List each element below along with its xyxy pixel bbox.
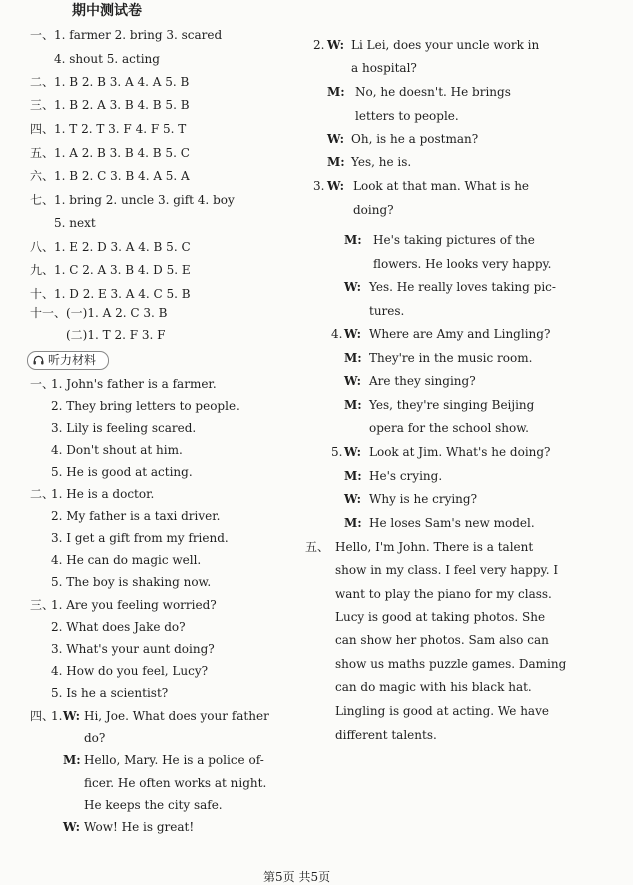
speaker-w: W: xyxy=(344,445,362,459)
passage-line: Lucy is good at taking photos. She xyxy=(335,610,546,624)
listening-label-text: 听力材料 xyxy=(48,353,97,367)
answer-8-text: 1. E 2. D 3. A 4. B 5. C xyxy=(54,240,191,254)
dialogue-line: Look at that man. What is he xyxy=(353,179,530,193)
answer-10-text: 1. D 2. E 3. A 4. C 5. B xyxy=(54,287,191,301)
answer-7-line2: 5. next xyxy=(54,216,96,230)
listening-3-item: 3. What's your aunt doing? xyxy=(51,642,215,656)
dialogue-line: They're in the music room. xyxy=(369,351,533,365)
speaker-w: W: xyxy=(327,38,345,52)
speaker-w: W: xyxy=(344,374,362,388)
dialogue-line: letters to people. xyxy=(355,109,459,123)
passage-line: different talents. xyxy=(335,728,437,742)
speaker-w: W: xyxy=(63,709,81,723)
dialogue-5-number: 5. xyxy=(331,445,343,459)
listening-1-item: 1. John's father is a farmer. xyxy=(51,377,217,391)
dialogue-line: He's crying. xyxy=(369,469,443,483)
dialogue-line: doing? xyxy=(353,203,394,217)
headphones-icon xyxy=(33,355,44,365)
listening-label xyxy=(27,351,109,370)
speaker-w: W: xyxy=(344,327,362,341)
dialogue-line: Why is he crying? xyxy=(369,492,478,506)
dialogue-line: Yes. He really loves taking pic- xyxy=(369,280,556,294)
speaker-m: M: xyxy=(344,469,362,483)
listening-1-num: 一、 xyxy=(30,377,55,391)
answer-6-text: 1. B 2. C 3. B 4. A 5. A xyxy=(54,169,190,183)
listening-4-num: 四、 xyxy=(30,709,55,723)
listening-3-item: 1. Are you feeling worried? xyxy=(51,598,217,612)
dialogue-line: flowers. He looks very happy. xyxy=(373,257,552,271)
listening-3-item: 5. Is he a scientist? xyxy=(51,686,169,700)
passage-line: show in my class. I feel very happy. I xyxy=(335,563,559,577)
answer-6-num: 六、 xyxy=(30,169,55,183)
listening-2-item: 3. I get a gift from my friend. xyxy=(51,531,229,545)
answer-3-text: 1. B 2. A 3. B 4. B 5. B xyxy=(54,98,190,112)
answer-4-text: 1. T 2. T 3. F 4. F 5. T xyxy=(54,122,187,136)
dialogue-1-number: 1. xyxy=(51,709,63,723)
answer-2-text: 1. B 2. B 3. A 4. A 5. B xyxy=(54,75,190,89)
answer-11-line2: (二)1. T 2. F 3. F xyxy=(66,328,166,342)
speaker-w: W: xyxy=(344,280,362,294)
dialogue-line: a hospital? xyxy=(351,61,417,75)
answer-1-line2: 4. shout 5. acting xyxy=(54,52,160,66)
answer-5-num: 五、 xyxy=(30,146,55,160)
passage-line: can show her photos. Sam also can xyxy=(335,633,549,647)
answer-1-line1: 1. farmer 2. bring 3. scared xyxy=(54,28,223,42)
answer-11-line1: (一)1. A 2. C 3. B xyxy=(66,306,168,320)
listening-3-item: 4. How do you feel, Lucy? xyxy=(51,664,209,678)
listening-2-item: 5. The boy is shaking now. xyxy=(51,575,212,589)
listening-1-item: 4. Don't shout at him. xyxy=(51,443,183,457)
dialogue-line: He keeps the city safe. xyxy=(84,798,223,812)
listening-3-num: 三、 xyxy=(30,598,55,612)
listening-1-item: 3. Lily is feeling scared. xyxy=(51,421,197,435)
dialogue-line: do? xyxy=(84,731,106,745)
dialogue-line: Where are Amy and Lingling? xyxy=(369,327,551,341)
answer-7-num: 七、 xyxy=(30,193,55,207)
dialogue-line: Yes, they're singing Beijing xyxy=(369,398,535,412)
listening-1-item: 2. They bring letters to people. xyxy=(51,399,240,413)
speaker-m: M: xyxy=(344,351,362,365)
answer-9-num: 九、 xyxy=(30,263,55,277)
listening-2-item: 2. My father is a taxi driver. xyxy=(51,509,221,523)
speaker-w: W: xyxy=(327,132,345,146)
answer-3-num: 三、 xyxy=(30,98,55,112)
speaker-w: W: xyxy=(344,492,362,506)
dialogue-2-number: 2. xyxy=(313,38,325,52)
listening-2-item: 1. He is a doctor. xyxy=(51,487,155,501)
listening-5-num: 五、 xyxy=(305,540,330,554)
dialogue-line: Li Lei, does your uncle work in xyxy=(351,38,540,52)
answer-4-num: 四、 xyxy=(30,122,55,136)
passage-line: Lingling is good at acting. We have xyxy=(335,704,549,718)
dialogue-line: Yes, he is. xyxy=(351,155,412,169)
answer-11-num: 十一、 xyxy=(30,306,67,320)
dialogue-line: Are they singing? xyxy=(369,374,476,388)
dialogue-line: ficer. He often works at night. xyxy=(84,776,267,790)
page-footer: 第5页 共5页 xyxy=(263,870,331,884)
speaker-w: W: xyxy=(327,179,345,193)
dialogue-3-number: 3. xyxy=(313,179,325,193)
dialogue-line: He's taking pictures of the xyxy=(373,233,535,247)
dialogue-line: No, he doesn't. He brings xyxy=(355,85,511,99)
page-title: 期中测试卷 xyxy=(72,3,142,19)
answer-1-num: 一、 xyxy=(30,28,55,42)
speaker-m: M: xyxy=(63,753,81,767)
dialogue-line: opera for the school show. xyxy=(369,421,529,435)
speaker-m: M: xyxy=(344,516,362,530)
listening-3-item: 2. What does Jake do? xyxy=(51,620,186,634)
answer-2-num: 二、 xyxy=(30,75,55,89)
answer-5-text: 1. A 2. B 3. B 4. B 5. C xyxy=(54,146,190,160)
passage-line: Hello, I'm John. There is a talent xyxy=(335,540,534,554)
dialogue-line: tures. xyxy=(369,304,405,318)
listening-1-item: 5. He is good at acting. xyxy=(51,465,193,479)
speaker-m: M: xyxy=(327,155,345,169)
dialogue-line: Hello, Mary. He is a police of- xyxy=(84,753,264,767)
passage-line: want to play the piano for my class. xyxy=(335,587,552,601)
dialogue-line: He loses Sam's new model. xyxy=(369,516,535,530)
speaker-m: M: xyxy=(344,398,362,412)
dialogue-line: Look at Jim. What's he doing? xyxy=(369,445,551,459)
answer-7-line1: 1. bring 2. uncle 3. gift 4. boy xyxy=(54,193,235,207)
dialogue-line: Oh, is he a postman? xyxy=(351,132,479,146)
speaker-m: M: xyxy=(327,85,345,99)
answer-8-num: 八、 xyxy=(30,240,55,254)
dialogue-4-number: 4. xyxy=(331,327,343,341)
speaker-w: W: xyxy=(63,820,81,834)
dialogue-line: Hi, Joe. What does your father xyxy=(84,709,269,723)
listening-2-num: 二、 xyxy=(30,487,55,501)
passage-line: show us maths puzzle games. Daming xyxy=(335,657,567,671)
answer-10-num: 十、 xyxy=(30,287,55,301)
passage-line: can do magic with his black hat. xyxy=(335,680,532,694)
speaker-m: M: xyxy=(344,233,362,247)
listening-2-item: 4. He can do magic well. xyxy=(51,553,202,567)
answer-9-text: 1. C 2. A 3. B 4. D 5. E xyxy=(54,263,191,277)
dialogue-line: Wow! He is great! xyxy=(84,820,195,834)
